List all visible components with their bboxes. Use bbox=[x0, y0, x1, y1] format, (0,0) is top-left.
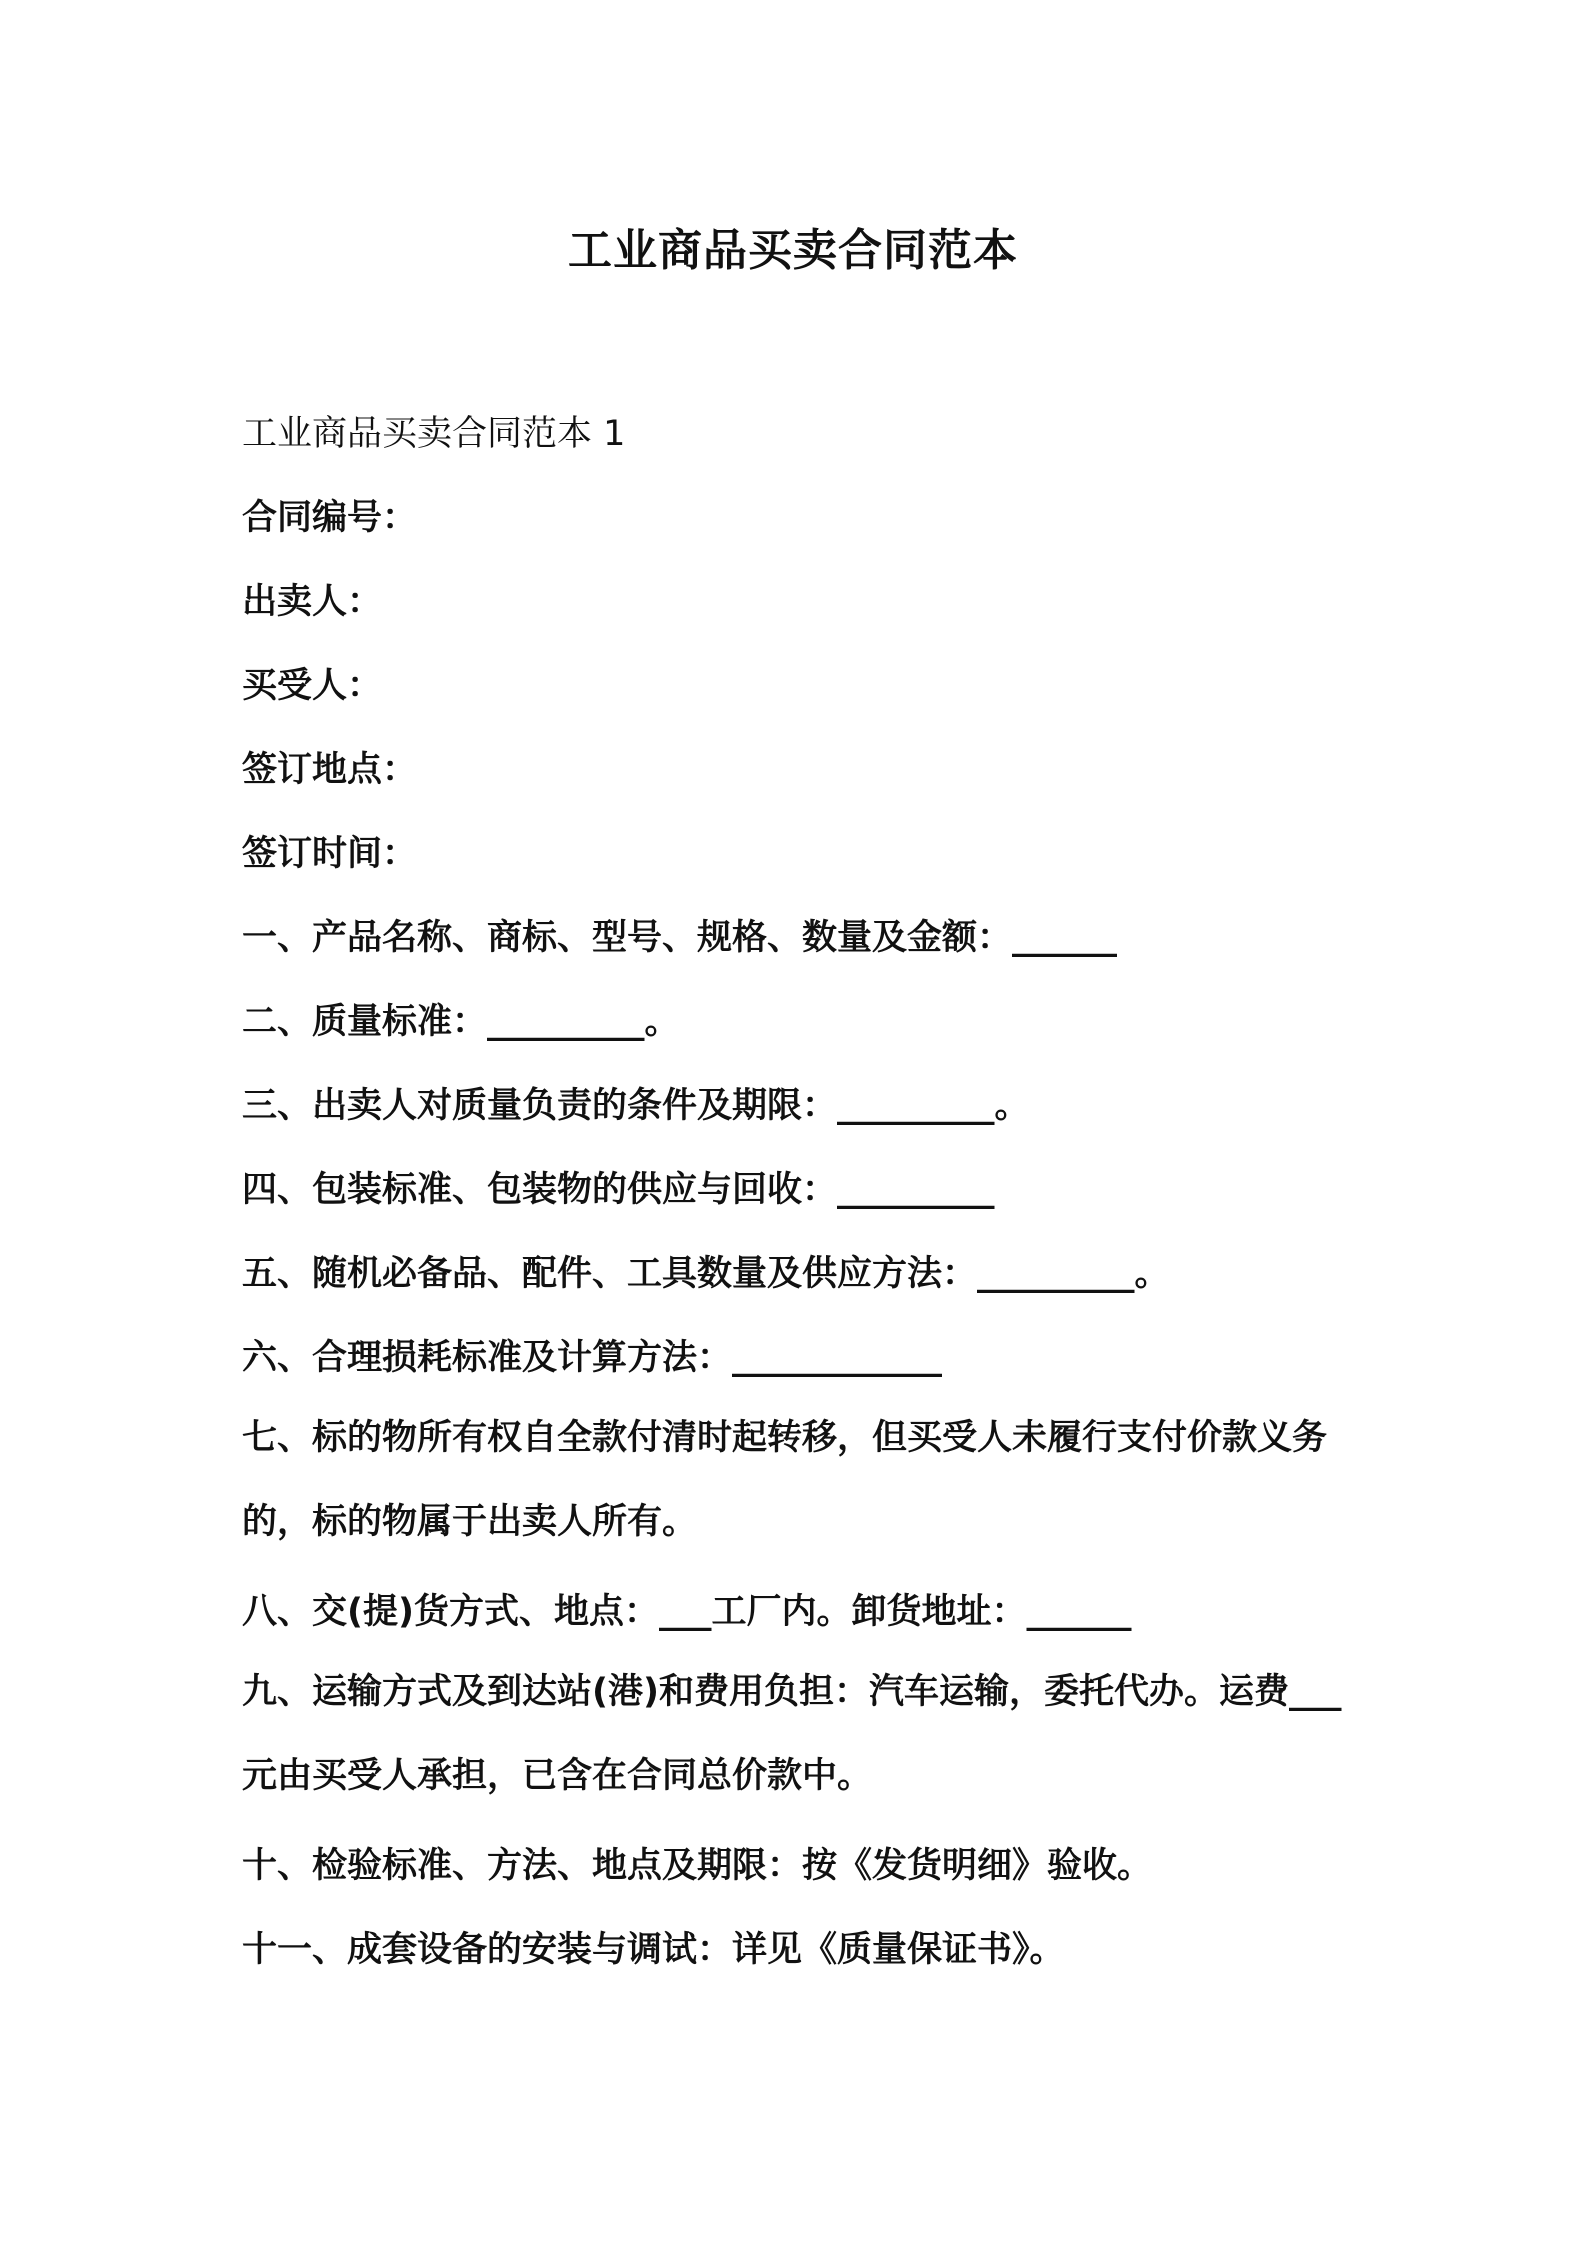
clause-7: 七、标的物所有权自全款付清时起转移，但买受人未履行支付价款义务的，标的物属于出卖人所有。 bbox=[242, 1418, 1328, 1542]
clause-11: 十一、成套设备的安装与调试：详见《质量保证书》。 bbox=[242, 1930, 1065, 1970]
clause-1: 一、产品名称、商标、型号、规格、数量及金额：______ bbox=[242, 918, 1118, 958]
field-contract-number: 合同编号： bbox=[242, 498, 418, 538]
field-seller: 出卖人： bbox=[242, 582, 383, 622]
clause-6: 六、合理损耗标准及计算方法：____________ bbox=[242, 1338, 943, 1378]
field-signing-time: 签订时间： bbox=[242, 834, 418, 874]
clause-8: 八、交(提)货方式、地点：___工厂内。卸货地址：______ bbox=[242, 1592, 1132, 1632]
document-subtitle: 工业商品买卖合同范本 1 bbox=[242, 414, 626, 454]
field-signing-place: 签订地点： bbox=[242, 750, 418, 790]
clause-9: 九、运输方式及到达站(港)和费用负担：汽车运输，委托代办。运费___元由买受人承担，已含在合同总价款中。 bbox=[242, 1672, 1342, 1796]
clause-3: 三、出卖人对质量负责的条件及期限：_________。 bbox=[242, 1086, 1030, 1126]
field-buyer: 买受人： bbox=[242, 666, 383, 706]
clause-2: 二、质量标准：_________。 bbox=[242, 1002, 680, 1042]
clause-10: 十、检验标准、方法、地点及期限：按《发货明细》验收。 bbox=[242, 1846, 1153, 1886]
clause-5: 五、随机必备品、配件、工具数量及供应方法：_________。 bbox=[242, 1254, 1170, 1294]
document-title: 工业商品买卖合同范本 bbox=[568, 225, 1018, 276]
clause-4: 四、包装标准、包装物的供应与回收：_________ bbox=[242, 1170, 995, 1210]
